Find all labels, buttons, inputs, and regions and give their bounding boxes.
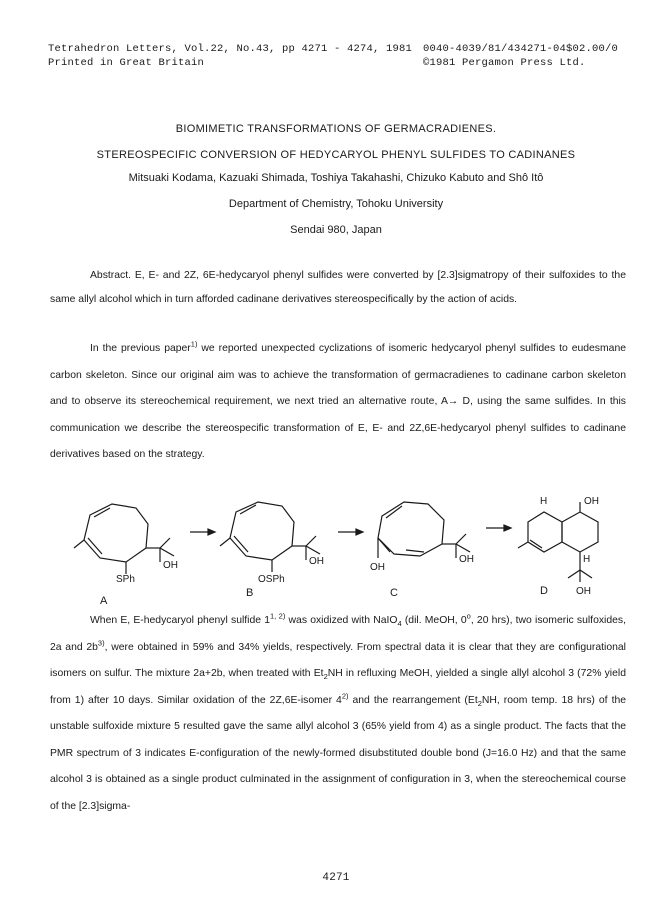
journal-citation xyxy=(48,42,412,70)
group-h-d2: H xyxy=(583,554,591,565)
p2-text: , were obtained in 59% and 34% yields, respectively. From spectral data it is clear that they are configurational isomers on sulfur. The mixture xyxy=(50,641,626,679)
arrow-3-head xyxy=(504,525,511,531)
ref-mark: 1, 2) xyxy=(270,611,286,621)
p2-text: and the rearrangement (Et xyxy=(348,694,478,706)
address: Sendai 980, Japan xyxy=(290,224,382,236)
p2-text: + xyxy=(204,668,211,679)
p2-text: NH in refluxing MeOH, yielded a single allyl alcohol xyxy=(327,668,569,679)
arrow-2-head xyxy=(356,529,363,535)
compound-ref: 1 xyxy=(264,615,271,626)
page-number: 4271 xyxy=(322,872,350,884)
p2-text: and xyxy=(61,641,87,653)
molecule-d xyxy=(518,502,598,582)
compound-ref: 2b xyxy=(210,668,223,679)
authors: Mitsuaki Kodama, Kazuaki Shimada, Toshiya Takahashi, Chizuko Kabuto and Shô Itô xyxy=(128,172,544,184)
intro-text-b: we reported unexpected cyclizations of isomeric hedycaryol phenyl sulfides to eudesmane carbon skeleton. Since our original aim was to achieve the transformation of germacradienes to cadinane carbon skeleton and to observe its stereochemical requirement, we next tried an alternative route, A→ D, using the same sulfides. In this communication we describe the stereospecific transformation of E, E- and 2Z,6E-hedycaryol phenyl sulfides to cadinane derivatives based on the strategy. xyxy=(50,343,626,460)
p2-text: is obtained as a single product culminated in the assignment of configuration in xyxy=(91,774,465,785)
group-h-d1: H xyxy=(540,496,548,507)
compound-ref: 4 xyxy=(437,721,444,732)
intro-paragraph xyxy=(50,336,626,469)
label-c: C xyxy=(390,587,398,599)
compound-ref: 2b xyxy=(86,641,98,653)
group-oh-c1: OH xyxy=(370,562,385,573)
p2-text: resulted gave the same allyl alcohol xyxy=(179,721,353,732)
compound-ref: 5 xyxy=(174,721,180,732)
journal-line-2: Printed in Great Britain xyxy=(48,57,205,69)
code-line-1: 0040-4039/81/434271-04$02.00/0 xyxy=(423,43,619,55)
group-oh-b: OH xyxy=(309,556,324,567)
ref-mark: 3) xyxy=(97,638,105,648)
group-osph-b: OSPh xyxy=(258,574,285,585)
title-line-1: BIOMIMETIC TRANSFORMATIONS OF GERMACRADIENES. xyxy=(175,123,497,135)
compound-ref: 3 xyxy=(464,774,471,785)
affiliation: Department of Chemistry, Tohoku University xyxy=(228,198,444,210)
group-oh-a: OH xyxy=(163,560,178,571)
results-paragraph xyxy=(50,608,626,820)
p2-text: , when treated with Et xyxy=(222,668,324,679)
molecule-b xyxy=(220,502,320,572)
group-oh-c2: OH xyxy=(459,554,474,565)
compound-ref: 1 xyxy=(74,694,81,706)
p2-text: was oxidized with NaIO xyxy=(285,615,398,626)
compound-ref: 3 xyxy=(352,721,359,732)
title-line-2: STEREOSPECIFIC CONVERSION OF HEDYCARYOL PHENYL SULFIDES TO CADINANES xyxy=(96,149,576,161)
compound-ref: 2a xyxy=(193,668,205,679)
molecule-a xyxy=(74,504,174,574)
subscript: 4 xyxy=(397,619,402,629)
group-oh-d2: OH xyxy=(576,586,591,597)
molecule-c xyxy=(378,502,470,558)
subscript: 2 xyxy=(477,698,482,708)
subscript: 2 xyxy=(323,672,328,682)
compound-ref: 2a xyxy=(50,641,62,653)
code-line-2: ©1981 Pergamon Press Ltd. xyxy=(423,57,586,69)
journal-line-1: Tetrahedron Letters, Vol.22, No.43, pp 4271 - 4274, 1981 xyxy=(48,43,413,55)
p2-text: , 20 hrs), two isomeric sulfoxides, xyxy=(470,615,626,626)
group-sph-a: SPh xyxy=(116,574,135,585)
compound-ref: 4 xyxy=(336,694,342,706)
degree-mark: o xyxy=(466,611,471,621)
intro-text-a: In the previous paper xyxy=(90,343,191,354)
compound-ref: 3 xyxy=(86,774,92,785)
p2-text: (72% yield from xyxy=(50,668,626,706)
p2-text: (dil. MeOH, 0 xyxy=(401,615,467,626)
group-oh-d1: OH xyxy=(584,496,599,507)
copyright-block xyxy=(423,42,618,70)
label-b: B xyxy=(246,587,254,599)
label-a: A xyxy=(100,595,108,607)
ref-mark: 2) xyxy=(341,691,349,701)
p2-text: (65% yield from xyxy=(358,721,438,732)
abstract: Abstract. E, E- and 2Z, 6E-hedycaryol phenyl sulfides were converted by [2.3]sigmatropy of their sulfoxides to the same allyl alcohol which in turn afforded cadinane derivatives stereospecifically by the action of acids. xyxy=(50,270,626,305)
compound-ref: 3 xyxy=(135,747,142,759)
p2-text: NH, room temp. 18 hrs) of the unstable sulfoxide mixture xyxy=(50,694,627,732)
p2-text: ) after 10 days. Similar oxidation of the 2Z,6E-isomer xyxy=(80,694,337,706)
p2-text: , when the stereochemical course of the [2.3]sigma- xyxy=(50,774,626,812)
arrow-1-head xyxy=(208,529,215,535)
ref-mark: 1) xyxy=(190,339,198,349)
p2-text: When E, E-hedycaryol phenyl sulfide xyxy=(90,615,265,626)
reaction-scheme xyxy=(60,490,630,610)
label-d: D xyxy=(540,585,548,597)
compound-ref: 3 xyxy=(568,668,575,679)
p2-text: ) as a single product. The facts that the PMR spectrum of xyxy=(50,721,627,759)
p2-text: indicates E-configuration of the newly-formed disubstituted double bond (J=16.0 Hz) and that the same alcohol xyxy=(50,747,626,785)
